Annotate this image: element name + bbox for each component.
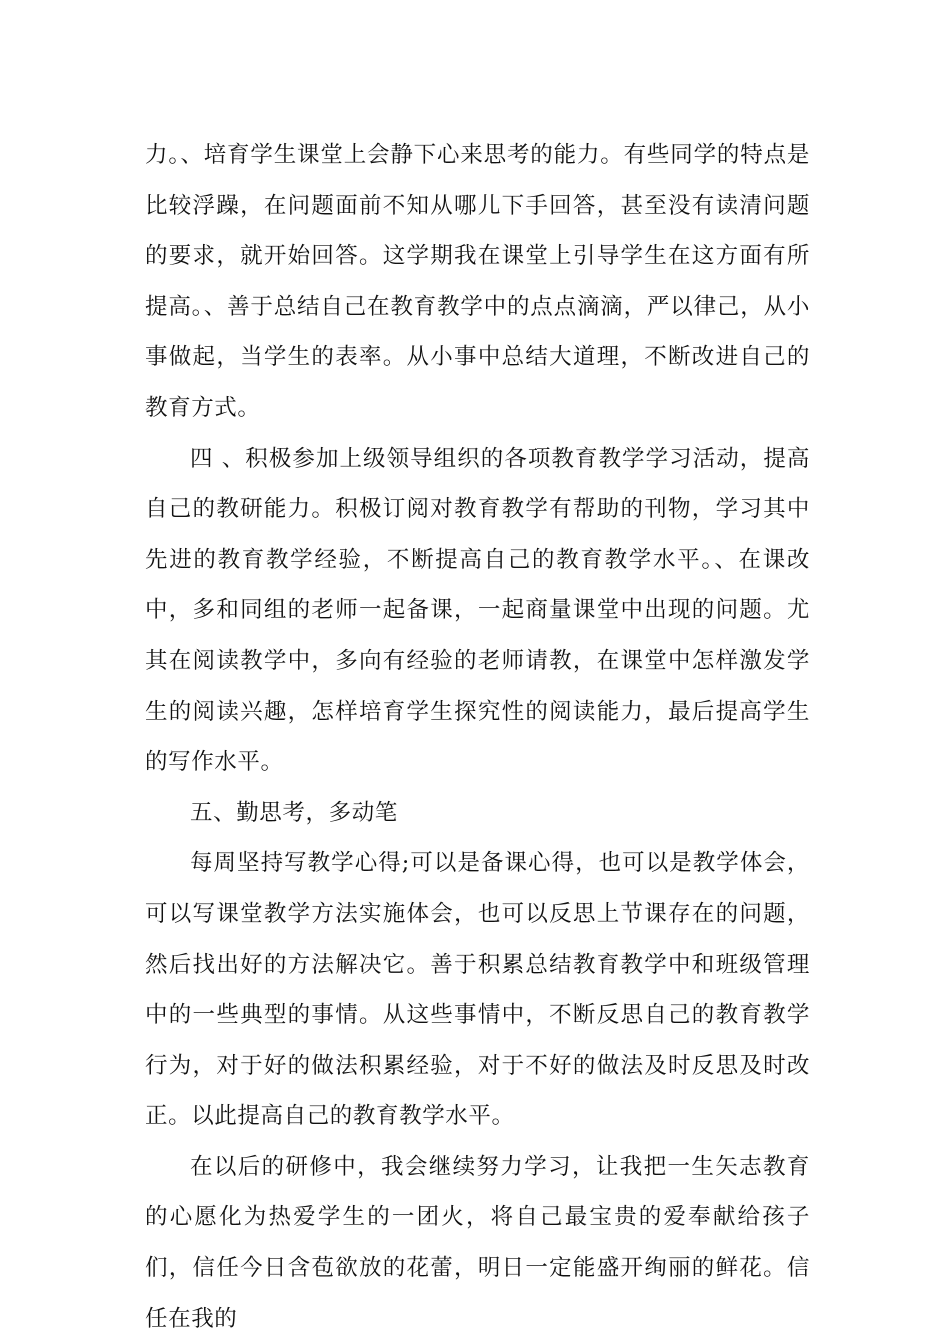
paragraph-section-four: 四 、积极参加上级领导组织的各项教育教学学习活动，提高自己的教研能力。积极订阅对教育教学有帮助的刊物，学习其中先进的教育教学经验，不断提高自己的教育教学水平。、在课改中，多和同组的老师一起备课，一起商量课堂中出现的问题。尤其在阅读教学中，多向有经验的老师请教，在课堂中怎样激发学生的阅读兴趣，怎样培育学生探究性的阅读能力，最后提高学生的写作水平。 <box>145 445 810 776</box>
section-heading-five: 五、勤思考，多动笔 <box>190 799 398 826</box>
document-body <box>145 130 810 1344</box>
paragraph-weekly-notes: 每周坚持写教学心得;可以是备课心得，也可以是教学体会，可以写课堂教学方法实施体会，也可以反思上节课存在的问题，然后找出好的方法解决它。善于积累总结教育教学中和班级管理中的一些典型的事情。从这些事情中，不断反思自己的教育教学行为，对于好的做法积累经验，对于不好的做法及时反思及时改正。以此提高自己的教育教学水平。 <box>145 850 810 1130</box>
paragraph-conclusion: 在以后的研修中，我会继续努力学习，让我把一生矢志教育的心愿化为热爱学生的一团火，将自己最宝贵的爱奉献给孩子们，信任今日含苞欲放的花蕾，明日一定能盛开绚丽的鲜花。信任在我的 <box>145 1153 810 1332</box>
paragraph-continuation: 力。、培育学生课堂上会静下心来思考的能力。有些同学的特点是比较浮躁，在问题面前不知从哪儿下手回答，甚至没有读清问题的要求，就开始回答。这学期我在课堂上引导学生在这方面有所提高。、善于总结自己在教育教学中的点点滴滴，严以律己，从小事做起，当学生的表率。从小事中总结大道理，不断改进自己的教育方式。 <box>145 142 810 421</box>
